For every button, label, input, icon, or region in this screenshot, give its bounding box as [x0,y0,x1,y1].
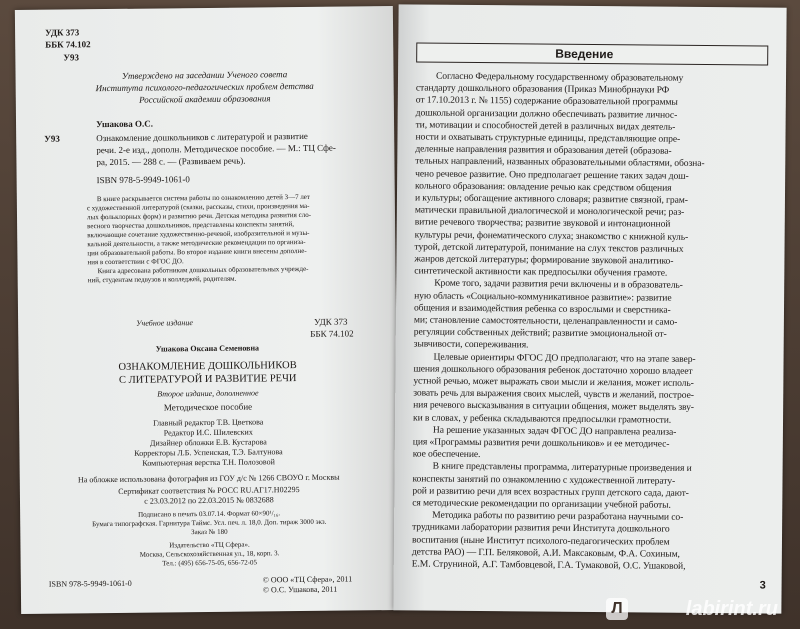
copyright-2: © О.С. Ушакова, 2011 [262,584,338,595]
intro-line: кое обеспечение. [412,448,481,461]
author-heading: Ушакова О.С. [95,118,154,130]
intro-line: воспитания (ныне Институт психолого-педагогических проблем [411,534,670,548]
approved-line-2: Института психолого-педагогических проблем детства [95,80,314,94]
intro-line: зывчивости, сопереживания. [413,338,529,351]
intro-line: ки в словах, у ребенка складываются предпосылки грамотности. [412,412,672,426]
intro-line: рой и развитию речи для всех возрастных групп детского сада, дают- [412,485,689,499]
intro-line: жанров детской литературы; формирование звуковой аналитико- [414,253,674,267]
intro-line: чено речевое развитие. Оно предполагает решение таких задач дош- [415,168,689,182]
udk2-label: УДК 373 [314,316,348,327]
annotation-line-6: кальной деятельности, а также методические рекомендации по организа- [87,237,306,249]
intro-line: Е.М. Струниной, А.Г. Тамбовцевой, Г.А. Тумаковой, О.С. Ушаковой, [411,558,686,572]
intro-line: ми; становление самостоятельности, целенаправленности и само- [413,314,678,328]
annotation-line-5: включающие сочетание художественно-речевой, изобразительной и музы- [87,228,310,240]
credit-3: Дизайнер обложки Е.В. Кустарова [149,437,267,448]
udk-label: УДК 373 [45,27,80,38]
approved-line-3: Российской академии образования [138,93,271,105]
intro-heading-box [416,42,768,65]
right-page [393,4,786,613]
labirint-logo-icon: Л [606,598,628,620]
annotation-line-3: лых фольклорных форм) и развитию речи. Детская методика развития сло- [86,210,312,222]
intro-line: турой, детской литературой, понимание на слух текстов различных [414,241,684,255]
book-title-line-2: С ЛИТЕРАТУРОЙ И РАЗВИТИЕ РЕЧИ [118,373,297,386]
intro-line: и культуры; обогащение активного словаря; развитие связной, грам- [414,192,688,206]
intro-line: Согласно Федеральному государственному образовательному [435,70,684,84]
intro-line: деленные направления развития и образования детей (образова- [415,143,672,157]
isbn-bottom: ISBN 978-5-9949-1061-0 [48,578,132,589]
author-full: Ушакова Оксана Семеновна [155,343,260,354]
annotation-line-10: ний, студентам педвузов и колледжей, родителям. [87,274,237,285]
intro-line: матически правильной диалогической и монологической речи; раз- [414,204,685,219]
edition-type: Учебное издание [136,318,193,328]
left-page [15,6,399,614]
intro-line: ную область «Социально-коммуникативное развитие»: развитие [414,290,672,304]
isbn-top: ISBN 978-5-9949-1061-0 [96,174,190,186]
author-full-row [18,342,396,356]
edition-note: Второе издание, дополненное [157,388,259,399]
copyright-1: © ООО «ТЦ Сфера», 2011 [262,574,353,585]
intro-line: тельных направлений, названных образовательными областями, обозна- [415,155,705,170]
intro-line: общения и взаимодействия ребенка со взрослыми и сверстника- [413,302,671,316]
credit-5: Компьютерная верстка Т.Н. Полозовой [142,457,275,468]
intro-line: стандарту дошкольного образования (Приказ Минобрнауки РФ [415,82,670,96]
bib-line-2: речи. 2-е изд., дополн. Методическое пособие. — М.: ТЦ Сфе- [96,142,336,156]
credit-4: Корректоры Л.Б. Успенская, Т.Э. Балтунова [134,447,283,458]
intro-line: культуры речи, фонематического слуха; знакомство с книжной куль- [414,229,689,243]
imprint-6: Заказ № 180 [191,527,228,537]
intro-line: ния речевого высказывания в ситуации общения, может выделять зву- [413,399,694,414]
imprint-4: Подписано в печать 03.07.14. Формат 60×90¹/₁₆. [138,509,281,519]
annotation-line-8: ния в соответствии с ФГОС ДО. [87,257,184,267]
intro-line: устной речью, может выражать свои мысли и желания, может исполь- [413,375,694,389]
manual-type: Методическое пособие [163,401,253,413]
bbk-label: ББК 74.102 [45,39,91,50]
annotation-line-4: весного творчества дошкольников, представлены конспекты занятий, [87,220,295,231]
intro-line: ция «Программы развития речи дошкольников» и ее методичес- [412,436,670,450]
intro-line: от 17.10.2013 г. № 1155) содержание образовательной программы [415,94,678,109]
intro-line: регуляции собственных действий; развитие эмоциональной от- [413,326,667,340]
intro-line: Кроме того, задачи развития речи включены и в образователь- [434,278,683,292]
imprint-3: с 23.03.2012 по 22.03.2015 № 0832688 [144,495,274,506]
intro-line: ти, мотивации и способностей детей в различных видах деятель- [415,119,676,133]
bbk2-label: ББК 74.102 [310,328,354,339]
intro-heading: Введение [555,46,614,62]
credit-1: Главный редактор Т.В. Цветкова [153,417,264,428]
annotation-line-1: В книге раскрывается система работы по ознакомлению детей 3—7 лет [96,192,311,204]
intro-line: трудниками лаборатории развития речи Института дошкольного [412,521,670,536]
annotation-line-9: Книга адресована работникам дошкольных образовательных учрежде- [97,264,309,276]
bib-line-3: ра, 2015. — 288 с. — (Развиваем речь). [96,155,246,168]
intro-line: ности и охватывать структурные единицы, представляющие опре- [415,131,681,145]
intro-line: конспекты занятий по ознакомлению с художественной литерату- [412,473,676,487]
bib-line-1: Ознакомление дошкольников с литературой и развитие [96,130,308,144]
intro-line: На решение указанных задач ФГОС ДО направлена реализа- [432,424,677,438]
imprint-9: Тел.: (495) 656-75-05, 656-72-05 [162,558,258,568]
intro-line: синтетической активности как предпосылки обучения грамоте. [414,265,668,279]
annotation-line-7: ции образовательной работы. Во второе издание книги внесены дополне- [87,246,307,258]
imprint-5: Бумага типографская. Гарнитура Таймс. Усл. печ. л. 18,0. Доп. тираж 3000 экз. [92,517,327,529]
intro-line: зовать речь для выражения своих мыслей, чувств и желаний, построе- [413,387,694,402]
imprint-8: Москва, Сельскохозяйственная ул., 18, корп. 3. [139,549,280,559]
approved-line-1: Утверждено на заседании Ученого совета [121,69,288,81]
intro-line: витие речевого творчества; развитие звуковой и интонационной [414,216,671,231]
credit-2: Редактор И.С. Шилевских [163,427,253,438]
imprint-7: Издательство «ТЦ Сфера». [169,540,250,550]
intro-line: дошкольной организации должно обеспечивать развитие личнос- [415,107,678,121]
intro-line: кольного образования: овладение речью как средством общения [415,180,672,194]
intro-line: шения дошкольного образования ребенок достаточно хорошо владеет [413,363,693,377]
annotation-line-2: с художественной литературой (сказки, рассказы, стихи, произведения ма- [86,201,310,213]
imprint-1: На обложке использована фотография из ГОУ д/с № 1266 СВОУО г. Москвы [77,472,340,485]
book-title-line-1: ОЗНАКОМЛЕНИЕ ДОШКОЛЬНИКОВ [118,360,297,373]
intro-line: Методика работы по развитию речи разработана научными со- [432,509,684,524]
imprint-2: Сертификат соответствия № РОСС RU.AГ17.Н02295 [118,485,300,496]
bib-code: У93 [44,133,60,144]
intro-line: В книге представлены программа, литературные произведения и [432,461,692,475]
intro-line: ся методические рекомендации по организации учебной работы. [412,497,671,511]
intro-line: детства РАО) — Г.П. Беляковой, А.И. Максаковым, Ф.А. Сохиным, [411,546,680,560]
page-number: 3 [759,579,766,592]
intro-line: Целевые ориентиры ФГОС ДО предполагают, что на этапе завер- [433,351,696,365]
watermark: labirint.ru [685,598,778,620]
code-label: У93 [63,52,80,63]
